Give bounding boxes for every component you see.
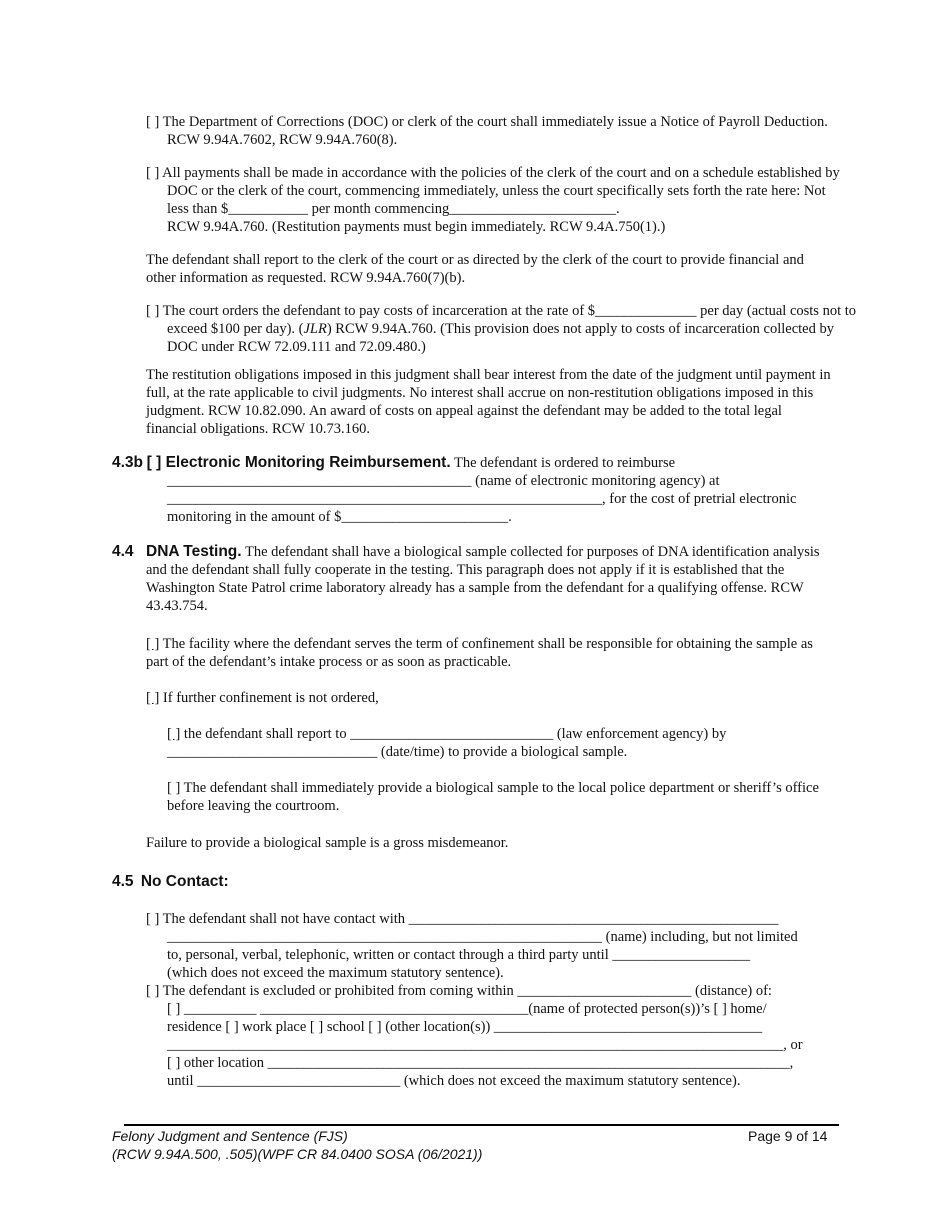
footer-divider: [124, 1124, 839, 1126]
payroll-deduction-paragraph: [ ] The Department of Corrections (DOC) or clerk of the court shall immediately issue a Notice of Payroll Deduction. RCW 9.94A.7602, RCW 9.94A.760(8).: [146, 114, 828, 148]
report-to-clerk-paragraph: The defendant shall report to the clerk of the court or as directed by the clerk of the court to provide financial and other information as requested. RCW 9.94A.760(7)(b).: [146, 252, 804, 286]
checkbox[interactable]: [ ]: [146, 636, 160, 652]
immediate-sample-paragraph: [ ] The defendant shall immediately provide a biological sample to the local police department or sheriff’s office before leaving the courtroom.: [167, 780, 819, 814]
monitoring-agency-line: __________________________________________ (name of electronic monitoring agency) at: [167, 473, 720, 489]
footer-title: Felony Judgment and Sentence (FJS): [112, 1128, 348, 1144]
payment-schedule-paragraph: [146, 164, 841, 236]
exclusion-line: _____________________________________________________________________________________, or: [167, 1037, 803, 1053]
incarceration-text-b: ) RCW 9.94A.760. (This provision does not apply to costs of incarceration collected by DOC under RCW 72.09.111 and 72.09.480.): [167, 321, 834, 355]
section-heading: [ ] Electronic Monitoring Reimbursement.: [146, 454, 451, 471]
monitoring-cost-line: ____________________________________________________________, for the cost of pretrial electronic: [167, 491, 797, 507]
section-4-3b: [112, 454, 842, 526]
no-contact-line: ____________________________________________________________ (name) including, but not limited: [167, 929, 798, 945]
section-4-5-heading: [112, 873, 229, 891]
failure-paragraph: Failure to provide a biological sample is a gross misdemeanor.: [146, 835, 509, 851]
interest-paragraph: The restitution obligations imposed in this judgment shall bear interest from the date of the judgment until payment in full, at the rate applicable to civil judgments. No interest shall accrue on non-restitution obligations imposed in this judgment. RCW 10.82.090. An award of costs on appeal against the defendant may be added to the total legal financial obligations. RCW 10.73.160.: [146, 367, 831, 437]
payment-schedule-rcw: RCW 9.94A.760. (Restitution payments must begin immediately. RCW 9.4A.750(1).): [167, 219, 666, 235]
checkbox[interactable]: [ ]: [167, 726, 181, 742]
section-number: 4.4: [112, 543, 134, 560]
section-text: The defendant is ordered to reimburse: [450, 455, 676, 471]
exclusion-line: [ ] The defendant is excluded or prohibited from coming within ________________________ (distance) of:: [146, 983, 772, 999]
dna-text: The defendant shall have a biological sample collected for purposes of DNA identification analysis and the defendant shall fully cooperate in the testing. This paragraph does not apply if it is established that the Washington State Patrol crime laboratory already has a sample from the defendant for a qualifying offense. RCW 43.43.754.: [146, 544, 820, 614]
facility-text: The facility where the defendant serves the term of confinement shall be responsible for obtaining the sample as part of the defendant’s intake process or as soon as practicable.: [146, 636, 813, 670]
payment-schedule-text: [ ] All payments shall be made in accordance with the policies of the clerk of the court and on a schedule established by DOC or the clerk of the court, commencing immediately, unless the court specifically sets forth the rate here: Not less than $___________ per month commencing_______________________.: [146, 165, 840, 217]
further-text: If further confinement is not ordered,: [159, 690, 379, 706]
checkbox[interactable]: [ ]: [146, 690, 160, 706]
exclusion-line: until ____________________________ (which does not exceed the maximum statutory sentence).: [167, 1073, 741, 1089]
monitoring-amount-line: monitoring in the amount of $_______________________.: [167, 509, 512, 525]
footer-left: [112, 1127, 482, 1163]
incarceration-costs-paragraph: [146, 302, 862, 356]
section-number: 4.5: [112, 873, 134, 890]
page-number: Page 9 of 14: [748, 1128, 828, 1144]
footer-citation: (RCW 9.94A.500, .505)(WPF CR 84.0400 SOSA (06/2021)): [112, 1146, 483, 1162]
section-heading: DNA Testing.: [146, 543, 242, 560]
no-contact-line: to, personal, verbal, telephonic, written or contact through a third party until ___________________: [167, 947, 751, 963]
no-contact-line: [ ] The defendant shall not have contact with ___________________________________________________: [146, 911, 779, 927]
report-agency-paragraph: [167, 725, 787, 761]
section-heading: No Contact:: [140, 873, 229, 890]
no-contact-line: (which does not exceed the maximum statutory sentence).: [167, 965, 504, 981]
no-contact-block: [146, 910, 846, 1090]
facility-sample-paragraph: [146, 635, 836, 671]
exclusion-line: [ ] __________ _____________________________________(name of protected person(s))’s [ ] home/: [167, 1001, 767, 1017]
section-number: 4.3b: [112, 454, 144, 471]
exclusion-line: [ ] other location ________________________________________________________________________,: [167, 1055, 794, 1071]
section-4-4: [112, 543, 842, 615]
report-text: the defendant shall report to ____________________________ (law enforcement agency) by _____________________________ (date/time) to provide a biological sample.: [167, 726, 727, 760]
exclusion-line: residence [ ] work place [ ] school [ ] (other location(s)) _____________________________________: [167, 1019, 763, 1035]
incarceration-text-a: [ ] The court orders the defendant to pay costs of incarceration at the rate of $______________ per day (actual costs not to exceed $100 per day). (: [146, 303, 856, 337]
further-confinement-paragraph: [146, 689, 836, 707]
jlr-italic: JLR: [303, 321, 327, 337]
